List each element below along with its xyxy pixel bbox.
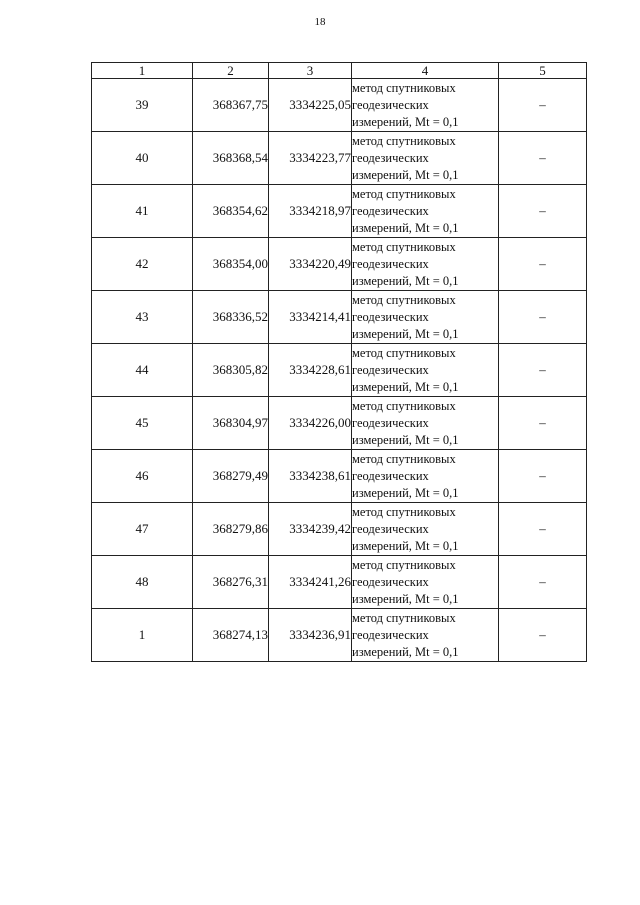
method-line: измерений, Mt = 0,1	[352, 273, 459, 288]
method-cell	[352, 238, 499, 291]
x-coordinate-cell: 368354,62	[193, 185, 269, 238]
x-coordinate-cell: 368279,86	[193, 503, 269, 556]
method-line: измерений, Mt = 0,1	[352, 485, 459, 500]
coordinates-table	[91, 62, 587, 662]
method-cell	[352, 503, 499, 556]
method-line: геодезических	[352, 627, 429, 642]
method-line: геодезических	[352, 309, 429, 324]
method-line: метод спутниковых	[352, 557, 456, 572]
header-cell-1: 1	[92, 63, 193, 79]
method-line: геодезических	[352, 362, 429, 377]
table-row	[92, 503, 587, 556]
table-row	[92, 344, 587, 397]
note-cell: –	[499, 291, 587, 344]
method-cell	[352, 132, 499, 185]
method-line: метод спутниковых	[352, 345, 456, 360]
note-cell: –	[499, 344, 587, 397]
point-number-cell: 46	[92, 450, 193, 503]
note-cell: –	[499, 185, 587, 238]
method-line: геодезических	[352, 574, 429, 589]
method-cell	[352, 556, 499, 609]
y-coordinate-cell: 3334241,26	[269, 556, 352, 609]
y-coordinate-cell: 3334239,42	[269, 503, 352, 556]
x-coordinate-cell: 368276,31	[193, 556, 269, 609]
method-line: геодезических	[352, 203, 429, 218]
method-line: метод спутниковых	[352, 610, 456, 625]
y-coordinate-cell: 3334220,49	[269, 238, 352, 291]
note-cell: –	[499, 397, 587, 450]
method-line: измерений, Mt = 0,1	[352, 538, 459, 553]
point-number-cell: 39	[92, 79, 193, 132]
method-line: метод спутниковых	[352, 186, 456, 201]
point-number-cell: 40	[92, 132, 193, 185]
method-line: измерений, Mt = 0,1	[352, 220, 459, 235]
point-number-cell: 41	[92, 185, 193, 238]
method-line: геодезических	[352, 415, 429, 430]
x-coordinate-cell: 368354,00	[193, 238, 269, 291]
table-row	[92, 609, 587, 662]
point-number-cell: 45	[92, 397, 193, 450]
method-line: геодезических	[352, 150, 429, 165]
table-row	[92, 132, 587, 185]
method-cell	[352, 185, 499, 238]
table-row	[92, 238, 587, 291]
table-row	[92, 291, 587, 344]
method-line: измерений, Mt = 0,1	[352, 114, 459, 129]
method-line: геодезических	[352, 468, 429, 483]
header-cell-4: 4	[352, 63, 499, 79]
method-cell	[352, 79, 499, 132]
y-coordinate-cell: 3334223,77	[269, 132, 352, 185]
method-line: геодезических	[352, 97, 429, 112]
x-coordinate-cell: 368279,49	[193, 450, 269, 503]
method-cell	[352, 291, 499, 344]
method-line: измерений, Mt = 0,1	[352, 379, 459, 394]
note-cell: –	[499, 556, 587, 609]
point-number-cell: 48	[92, 556, 193, 609]
table-row	[92, 450, 587, 503]
table-row	[92, 79, 587, 132]
y-coordinate-cell: 3334214,41	[269, 291, 352, 344]
y-coordinate-cell: 3334226,00	[269, 397, 352, 450]
table-body	[92, 79, 587, 662]
table-header	[92, 63, 587, 79]
header-cell-2: 2	[193, 63, 269, 79]
y-coordinate-cell: 3334236,91	[269, 609, 352, 662]
method-line: метод спутниковых	[352, 239, 456, 254]
method-line: измерений, Mt = 0,1	[352, 591, 459, 606]
method-line: измерений, Mt = 0,1	[352, 326, 459, 341]
point-number-cell: 47	[92, 503, 193, 556]
point-number-cell: 1	[92, 609, 193, 662]
x-coordinate-cell: 368304,97	[193, 397, 269, 450]
x-coordinate-cell: 368305,82	[193, 344, 269, 397]
x-coordinate-cell: 368367,75	[193, 79, 269, 132]
method-line: геодезических	[352, 521, 429, 536]
method-line: метод спутниковых	[352, 398, 456, 413]
method-cell	[352, 450, 499, 503]
method-cell	[352, 609, 499, 662]
method-cell	[352, 344, 499, 397]
point-number-cell: 43	[92, 291, 193, 344]
note-cell: –	[499, 450, 587, 503]
header-cell-5: 5	[499, 63, 587, 79]
method-line: геодезических	[352, 256, 429, 271]
y-coordinate-cell: 3334218,97	[269, 185, 352, 238]
note-cell: –	[499, 79, 587, 132]
note-cell: –	[499, 503, 587, 556]
table-row	[92, 556, 587, 609]
method-line: измерений, Mt = 0,1	[352, 432, 459, 447]
method-line: метод спутниковых	[352, 292, 456, 307]
method-cell	[352, 397, 499, 450]
y-coordinate-cell: 3334225,05	[269, 79, 352, 132]
x-coordinate-cell: 368274,13	[193, 609, 269, 662]
method-line: метод спутниковых	[352, 80, 456, 95]
y-coordinate-cell: 3334228,61	[269, 344, 352, 397]
y-coordinate-cell: 3334238,61	[269, 450, 352, 503]
note-cell: –	[499, 238, 587, 291]
point-number-cell: 44	[92, 344, 193, 397]
method-line: измерений, Mt = 0,1	[352, 167, 459, 182]
point-number-cell: 42	[92, 238, 193, 291]
table-row	[92, 185, 587, 238]
method-line: измерений, Mt = 0,1	[352, 644, 459, 659]
method-line: метод спутниковых	[352, 451, 456, 466]
x-coordinate-cell: 368336,52	[193, 291, 269, 344]
note-cell: –	[499, 132, 587, 185]
header-cell-3: 3	[269, 63, 352, 79]
method-line: метод спутниковых	[352, 504, 456, 519]
method-line: метод спутниковых	[352, 133, 456, 148]
note-cell: –	[499, 609, 587, 662]
header-row	[92, 63, 587, 79]
page-number: 18	[314, 16, 326, 28]
x-coordinate-cell: 368368,54	[193, 132, 269, 185]
table-row	[92, 397, 587, 450]
